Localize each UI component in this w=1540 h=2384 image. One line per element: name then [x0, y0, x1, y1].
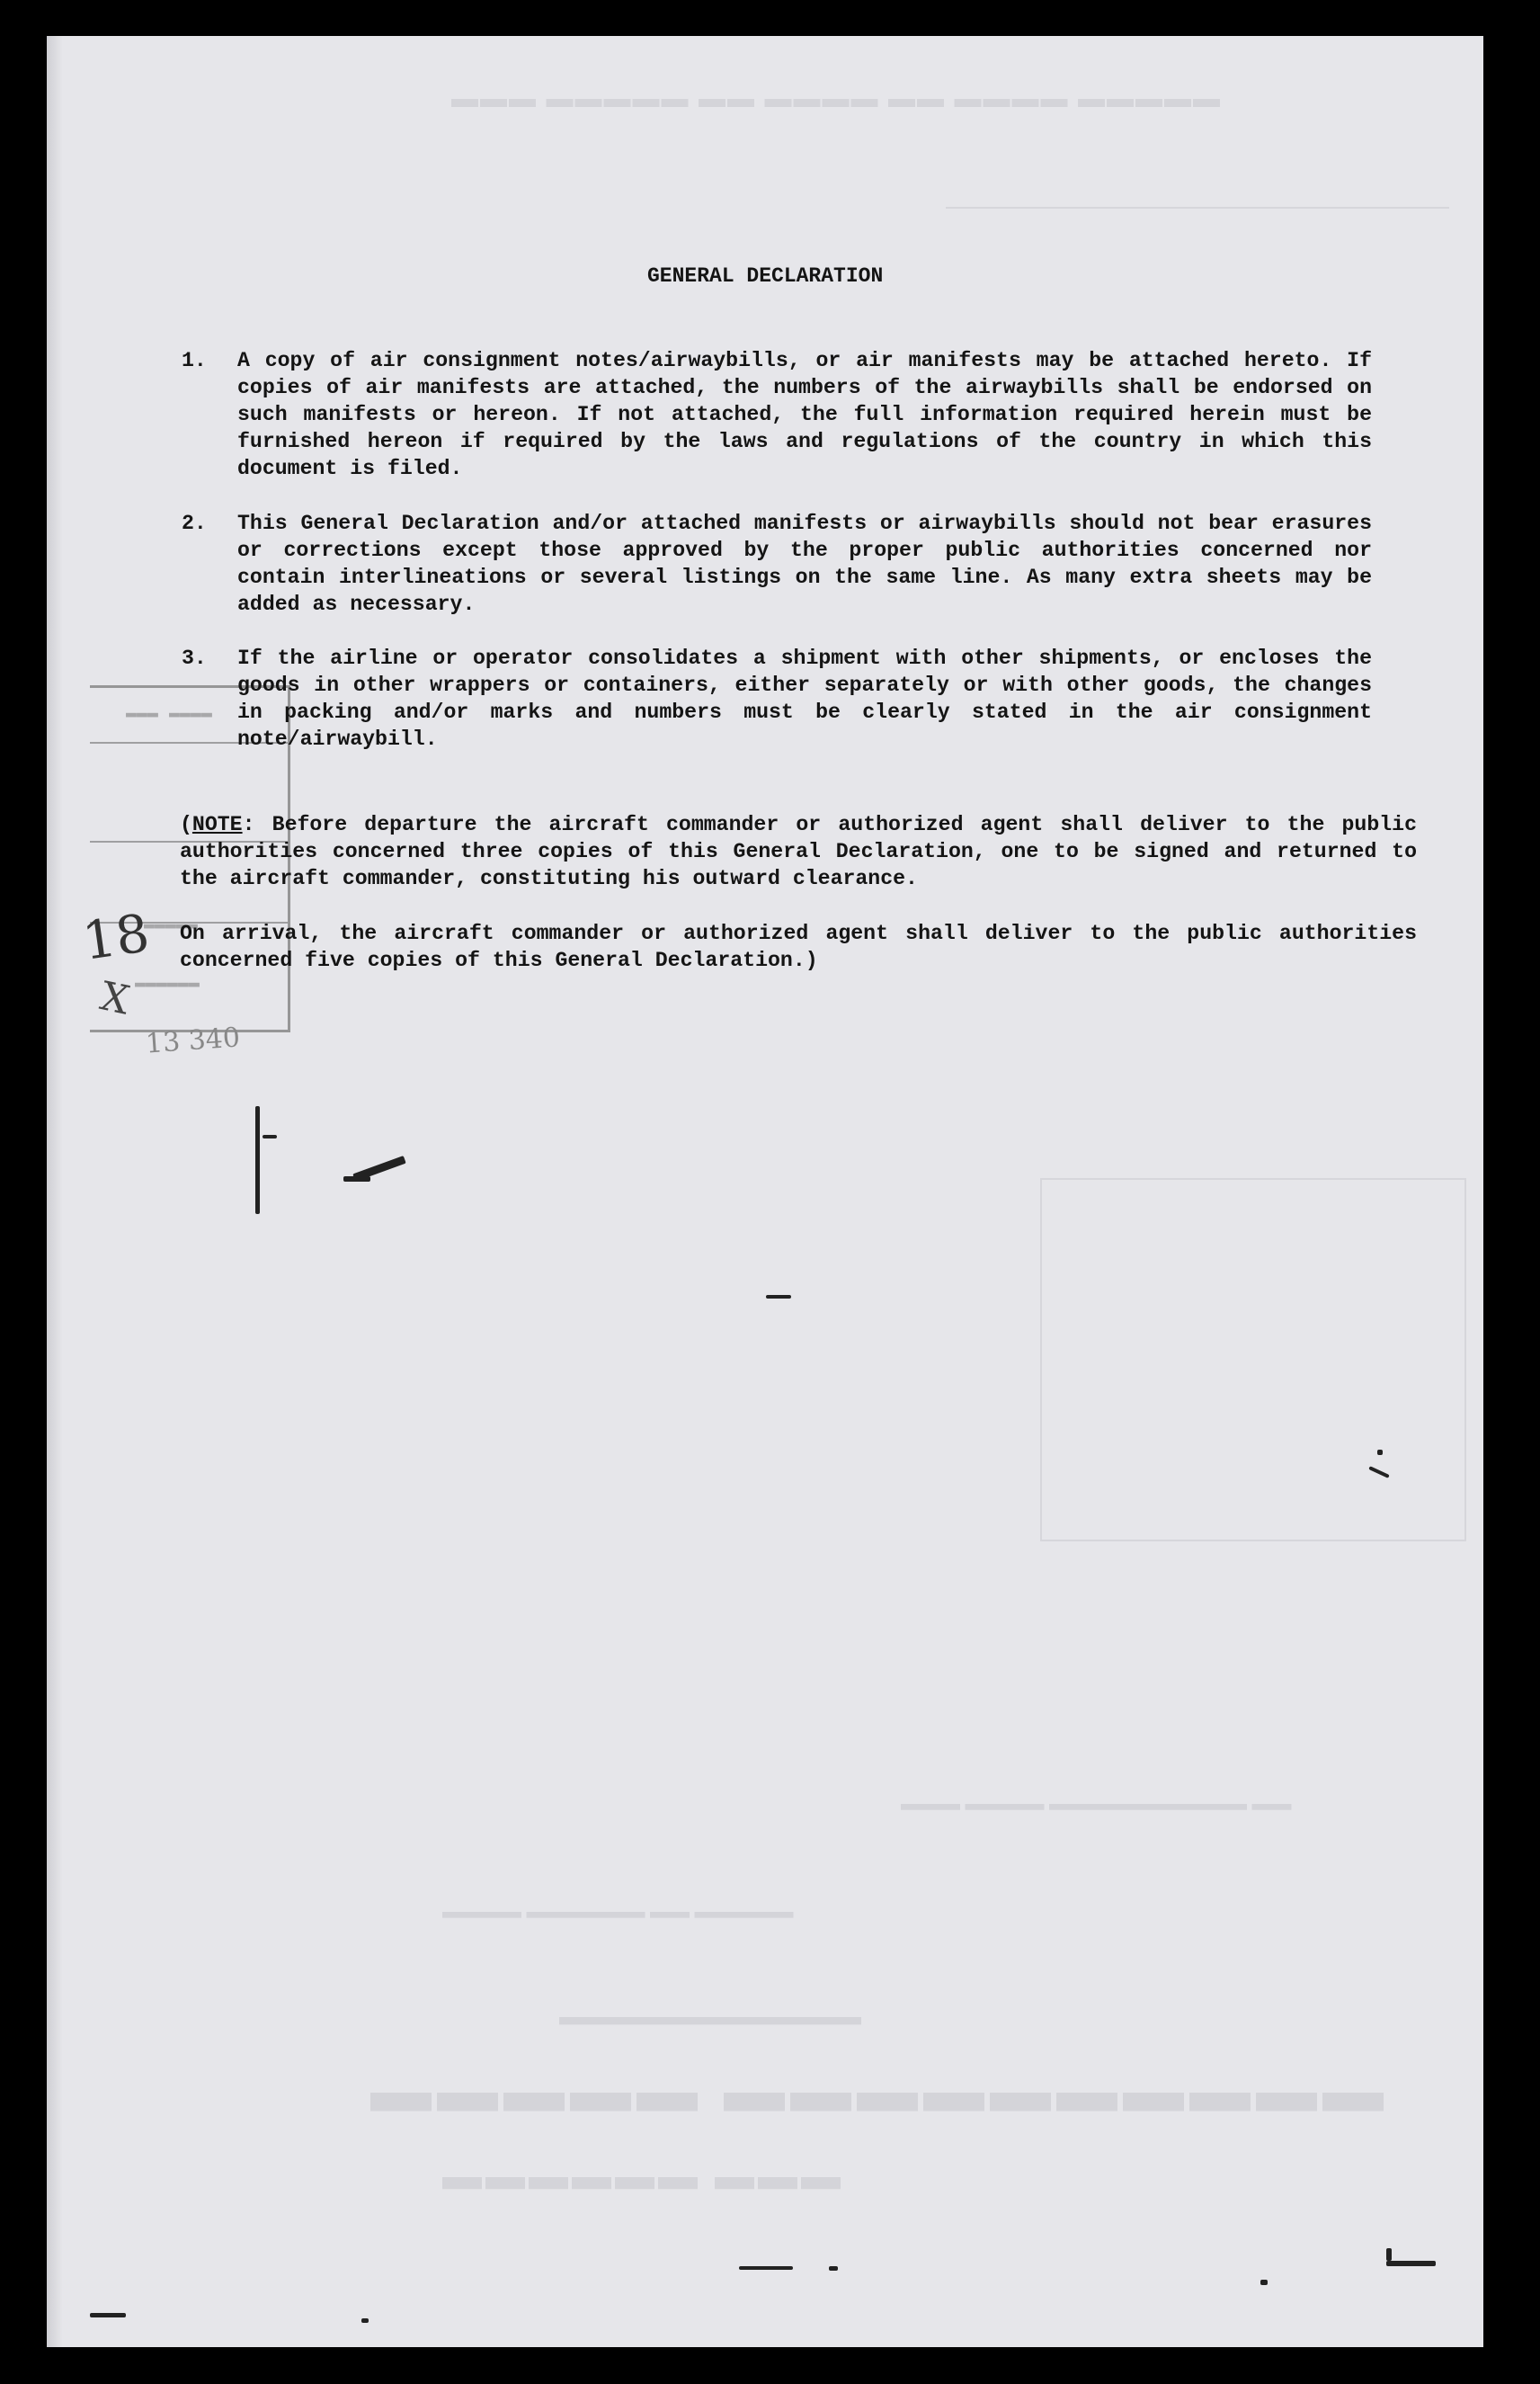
item-text: A copy of air consignment notes/airwaybills, or air manifests may be attached hereto. If copies of air manifests are attached, the numbers of the airwaybills shall be endorsed on such manifests or hereon. If not attached, the full information required herein must be furnished hereon if required by the laws and regulations of the country in which this document is filed. [237, 349, 1372, 480]
note-paragraph [180, 811, 1417, 892]
handwritten-mark: 13 340 [144, 1022, 242, 1060]
note-text: : Before departure the aircraft commander or authorized agent shall deliver to the public authorities concerned three copies of this General Declaration, one to be signed and returned to the aircraft commander, constituting his outward clearance. [180, 813, 1417, 890]
item-text: If the airline or operator consolidates a shipment with other shipments, or encloses the goods in other wrappers or containers, either separately or with other goods, the changes in packing and/or marks and numbers must be clearly stated in the air consignment note/airwaybill. [237, 647, 1372, 751]
bleed-through-text: ▬▬▬ ▬▬▬▬▬ ▬▬ ▬▬▬▬ ▬▬ ▬▬▬▬ ▬▬▬▬▬ [451, 93, 1222, 122]
bleed-through-rule [946, 171, 1449, 209]
arrival-paragraph: On arrival, the aircraft commander or authorized agent shall deliver to the public authorities concerned five copies of this General Declaration.) [180, 922, 1417, 972]
bleed-through-text: ▬▬▬▬▬▬ ▬▬▬ [442, 2168, 844, 2212]
handwritten-mark: 18 [78, 902, 154, 972]
bleed-through-text: ▬▬▬▬ ▬▬▬▬▬▬ ▬▬ ▬▬▬▬▬ [442, 1907, 794, 1930]
item-number: 2. [182, 512, 207, 535]
bleed-through-box [1040, 1178, 1466, 1541]
item-text: This General Declaration and/or attached manifests or airwaybills should not bear erasures or corrections except those approved by the proper public authorities concerned nor contain interlineations or several listings on the same line. As many extra sheets may be added as necessary. [237, 512, 1372, 616]
bleed-through-text: ▬▬▬▬▬ ▬▬▬▬▬▬▬▬▬▬ [370, 2079, 1389, 2147]
bleed-through-text: ▬▬▬ ▬▬▬▬ ▬▬▬▬▬▬▬▬▬▬ ▬▬ [901, 1799, 1292, 1822]
note-label: NOTE [191, 813, 243, 836]
rubber-stamp: ▬▬▬ ▬▬▬▬ ▬▬▬▬▬ ▬▬▬▬▬▬ [90, 685, 290, 1032]
item-number: 1. [182, 349, 207, 372]
item-number: 3. [182, 647, 207, 670]
document-title: GENERAL DECLARATION [647, 264, 884, 288]
handwritten-mark: X [96, 973, 134, 1024]
note-open-paren: ( [180, 813, 192, 836]
bleed-through-text: ▬▬▬▬▬▬▬▬▬▬▬▬ [559, 2011, 861, 2039]
document-page [47, 36, 1483, 2347]
